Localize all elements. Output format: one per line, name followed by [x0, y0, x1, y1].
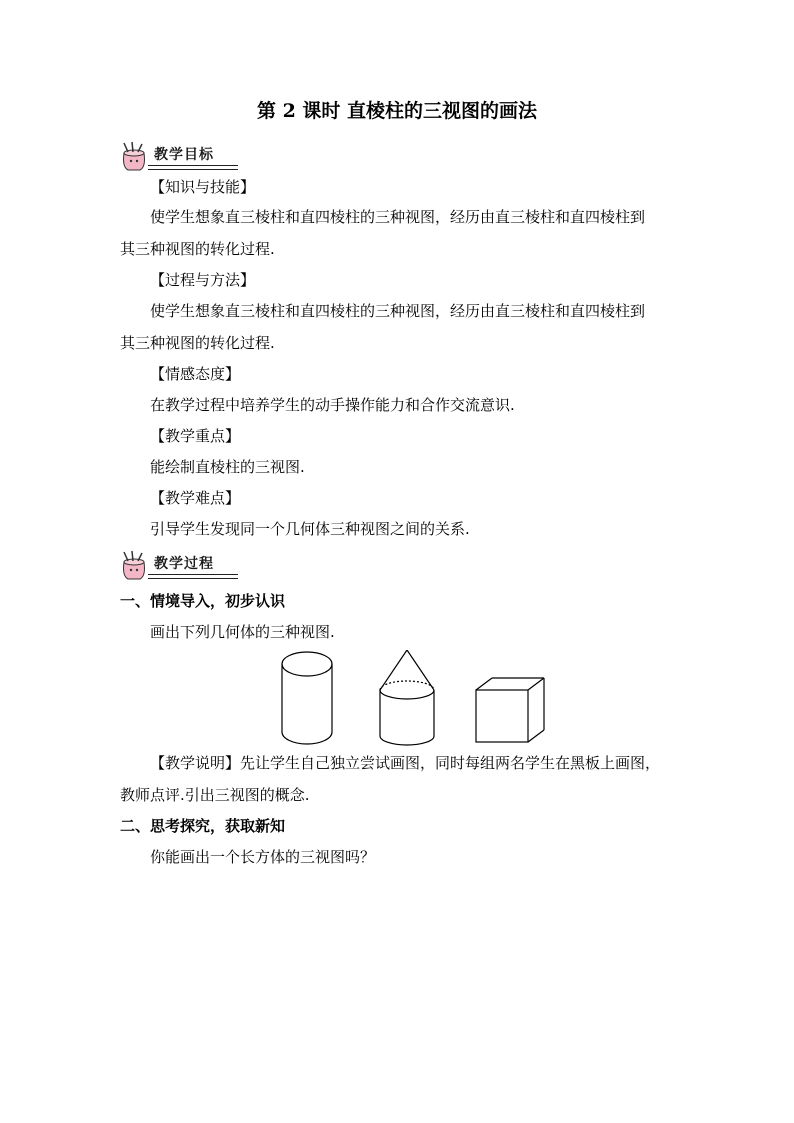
- pencil-cup-icon: [118, 550, 152, 582]
- part1-text: 画出下列几何体的三种视图.: [150, 623, 335, 641]
- banner-label: 教学目标: [154, 147, 214, 163]
- banner-underline: [148, 574, 238, 579]
- cylinder-figure: [282, 652, 332, 744]
- knowledge-text-line1: 使学生想象直三棱柱和直四棱柱的三种视图，经历由直三棱柱和直四棱柱到: [150, 208, 646, 226]
- difficult-point-label: 【教学难点】: [150, 489, 241, 507]
- attitude-label: 【情感态度】: [150, 365, 241, 383]
- process-method-label: 【过程与方法】: [150, 271, 256, 289]
- method-text-line2: 其三种视图的转化过程.: [120, 334, 275, 352]
- solid-figures: [270, 650, 560, 750]
- knowledge-text-line2: 其三种视图的转化过程.: [120, 240, 275, 258]
- banner-underline: [148, 165, 238, 170]
- banner-label: 教学过程: [154, 556, 214, 572]
- banner-teaching-process: [118, 550, 240, 580]
- cone-on-cylinder-figure: [380, 650, 434, 745]
- knowledge-skills-label: 【知识与技能】: [150, 178, 256, 196]
- attitude-text: 在教学过程中培养学生的动手操作能力和合作交流意识.: [150, 396, 515, 414]
- pencil-cup-icon: [118, 141, 152, 173]
- part2-heading: 二、思考探究，获取新知: [120, 817, 286, 835]
- method-text-line1: 使学生想象直三棱柱和直四棱柱的三种视图，经历由直三棱柱和直四棱柱到: [150, 302, 646, 320]
- page-title: 第 2 课时 直棱柱的三视图的画法: [256, 100, 538, 122]
- cube-figure: [476, 678, 544, 742]
- key-point-text: 能绘制直棱柱的三视图.: [150, 458, 305, 476]
- key-point-label: 【教学重点】: [150, 427, 241, 445]
- difficult-point-text: 引导学生发现同一个几何体三种视图之间的关系.: [150, 520, 470, 538]
- teaching-note-line2: 教师点评.引出三视图的概念.: [120, 786, 310, 804]
- banner-teaching-goals: [118, 141, 240, 171]
- part2-text: 你能画出一个长方体的三视图吗？: [150, 848, 376, 866]
- teaching-note-line1: 【教学说明】先让学生自己独立尝试画图，同时每组两名学生在黑板上画图，: [150, 754, 661, 772]
- part1-heading: 一、情境导入，初步认识: [120, 592, 286, 610]
